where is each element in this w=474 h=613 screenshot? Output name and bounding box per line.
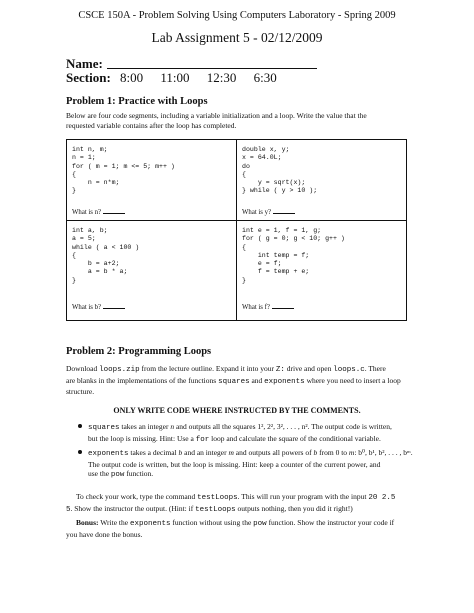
- function-name: pow: [110, 471, 125, 480]
- keyword: for: [195, 435, 210, 444]
- section-label: Section:: [66, 70, 111, 85]
- grid-divider-horizontal: [67, 220, 406, 221]
- problem2-intro: Download loops.zip from the lecture outline. Expand it into your Z: drive and open loops.c. There are blanks in the implementations of the functions squares and exponents where you need to insert a loop structure.: [66, 364, 401, 397]
- drive-name: Z:: [275, 366, 285, 374]
- answer-blank: [103, 213, 125, 214]
- function-name: squares: [88, 424, 120, 432]
- command-name: testLoops: [195, 505, 236, 514]
- problem1-intro-line: Below are four code segments, including a variable initialization and a loop. Write the value that the: [66, 111, 367, 120]
- bullet-dot: [78, 424, 82, 428]
- code-segment-1: int n, m; n = 1; for ( m = 1; m <= 5; m++ ) { n = n*m; }: [72, 146, 175, 195]
- lab-title: Lab Assignment 5 - 02/12/2009: [151, 30, 323, 45]
- function-name: squares: [218, 377, 250, 386]
- name-label: Name:: [66, 56, 103, 71]
- section-field: [66, 70, 291, 86]
- answer-blank: [273, 213, 295, 214]
- grid-divider-vertical: [236, 140, 237, 320]
- course-header: CSCE 150A - Problem Solving Using Computers Laboratory - Spring 2009: [78, 10, 396, 21]
- problem2-title: Problem 2: Programming Loops: [66, 346, 212, 357]
- code-grid: [66, 139, 407, 321]
- check-instructions: To check your work, type the command testLoops. This will run your program with the input 20 2.5 5. Show the instructor the output. (Hint: if testLoops outputs nothing, then you did it right!): [66, 492, 396, 514]
- question-2: [242, 209, 295, 216]
- question-4: [242, 304, 294, 311]
- command-name: testLoops: [197, 494, 238, 502]
- problem1-title: Problem 1: Practice with Loops: [66, 96, 208, 107]
- source-filename: loops.c: [333, 366, 365, 374]
- bullet-dot: [78, 450, 82, 454]
- question-label: What is n?: [72, 209, 102, 216]
- test-input: 20 2.5: [368, 494, 396, 502]
- name-blank-line: [107, 68, 317, 69]
- answer-blank: [272, 308, 294, 309]
- function-name: exponents: [88, 450, 129, 458]
- section-time: 6:30: [253, 70, 277, 85]
- section-time: 12:30: [206, 70, 237, 85]
- function-name: exponents: [129, 520, 171, 528]
- code-segment-3: int a, b; a = 5; while ( a < 100 ) { b = a+2; a = b * a; }: [72, 227, 140, 284]
- question-label: What is b?: [72, 304, 102, 311]
- bullet-exponents: exponents takes a decimal b and an integer m and outputs all powers of b from 0 to m: b⁰, b¹, b², . . . , bᵐ. The output code is written, but the loop is missing. Hint: keep a counter of the current power, and use the pow function.: [78, 448, 418, 481]
- section-time: 8:00: [120, 70, 144, 85]
- only-write-notice: ONLY WRITE CODE WHERE INSTRUCTED BY THE COMMENTS.: [113, 406, 361, 415]
- section-time: 11:00: [160, 70, 190, 85]
- question-1: [72, 209, 125, 216]
- question-3: [72, 304, 125, 311]
- problem1-intro-line: requested variable contains after the loop has completed.: [66, 120, 237, 130]
- bullet-squares: squares takes an integer n and outputs all the squares 1², 2², 3², . . . , n². The output code is written, but the loop is missing. Hint: Use a for loop and calculate the square of the conditional variable.: [78, 422, 418, 445]
- function-name: exponents: [264, 377, 305, 386]
- bonus-instructions: Bonus: Write the exponents function without using the pow function. Show the instructor your code if you have done the bonus.: [66, 518, 395, 539]
- problem1-intro: [66, 111, 411, 130]
- question-label: What is y?: [242, 209, 272, 216]
- answer-blank: [103, 308, 125, 309]
- zip-filename: loops.zip: [99, 366, 140, 374]
- code-segment-2: double x, y; x = 64.0L; do { y = sqrt(x); } while ( y > 10 );: [242, 146, 318, 195]
- code-segment-4: int e = 1, f = 1, g; for ( g = 0; g < 10; g++ ) { int temp = f; e = f; f = temp + e; }: [242, 227, 345, 284]
- function-name: pow: [253, 520, 267, 528]
- question-label: What is f?: [242, 304, 270, 311]
- bonus-label: Bonus:: [76, 518, 99, 527]
